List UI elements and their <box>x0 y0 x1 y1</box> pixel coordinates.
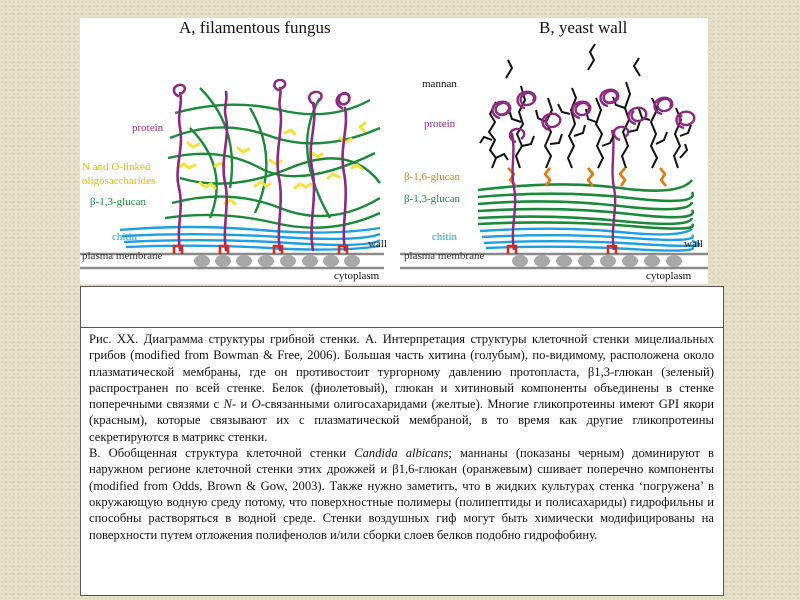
caption-a-prefix: Рис. XX. Диаграмма структуры грибной стенки. A. Интерпретация структуры клеточной стенки мицелиальных грибов (modified from Bowman & Free, 2006). Большая часть хитина (голубым), по-видимому, расположена около плазматической мембраны, где он противостоит тургорному давлению протопласта, β1,3-глюкан (зеленый) распространен по всей стенке. Белок (фиолетовый), глюкан и хитиновый компоненты объединены в стенке поперечными связями с <box>89 332 714 412</box>
figure-caption <box>89 331 714 543</box>
panel-a-label-cytoplasm: cytoplasm <box>334 270 380 282</box>
panel-b-label-cytoplasm: cytoplasm <box>646 270 692 282</box>
panel-b-title: B, yeast wall <box>539 18 628 37</box>
panel-a-label-protein: protein <box>132 122 164 134</box>
panel-b-protein-coils <box>493 90 695 142</box>
caption-species: Candida albicans <box>354 446 449 461</box>
caption-box <box>80 286 724 596</box>
panel-a-membrane-proteins <box>194 255 360 267</box>
panel-b-membrane-proteins <box>512 255 682 267</box>
caption-b-suffix: ; маннаны (показаны черным) доминируют в наружном регионе клеточной стенки этих дрожжей и β1,6-глюкан (оранжевым) сшивает поперечно компоненты (modified from Odds, Brown & Gow, 2003). Также нужно заметить, что в жидких культурах стенка ‘погружена’ в окружающую водную среду потому, что поверхностные полимеры (полипептиды и полисахариды) гидрофильны и способны растворяться в водной среде. Стенки воздушных гиф могут быть химически модифицированы на поверхности путем отложения полифенолов и/или сборки слоев белков подобно гидрофобину. <box>89 446 714 542</box>
panel-a-title: A, filamentous fungus <box>179 18 331 37</box>
panel-b-label-membrane: plasma membrane <box>404 250 485 262</box>
panel-b-label-chitin: chitin <box>432 231 458 243</box>
panel-b-label-glucan13: β-1,3-glucan <box>404 193 460 205</box>
panel-a-glucan <box>165 88 380 228</box>
panel-b-label-protein: protein <box>424 118 456 130</box>
panel-a-label-chitin: chitin <box>112 231 138 243</box>
caption-a-mid: - и <box>231 397 252 412</box>
panel-a-label-oligo-1: N and O-linked <box>82 161 151 173</box>
caption-a-suffix: -связанными олигосахаридами (желтые). Многие гликопротеины имеют GPI якори (красным), которые связывают их с плазматической мембраной, в то время как другие гликопротеины секретируются в матрикс стенки. <box>89 397 715 444</box>
caption-part-b <box>89 445 714 543</box>
panel-a-label-membrane: plasma membrane <box>82 250 163 262</box>
panel-a <box>80 18 387 282</box>
panel-b-label-wall: wall <box>684 238 703 250</box>
panel-b <box>400 18 708 282</box>
caption-part-a <box>89 331 714 445</box>
caption-b-prefix: B. Обобщенная структура клеточной стенки <box>89 446 355 461</box>
panel-a-label-wall: wall <box>368 238 387 250</box>
fungal-wall-figure <box>80 18 708 284</box>
panel-b-glucan13 <box>478 180 693 229</box>
caption-divider <box>81 327 723 328</box>
panel-b-protein-stems <box>512 130 615 250</box>
panel-b-glucan16 <box>508 168 666 186</box>
panel-b-label-glucan16: β-1,6-glucan <box>404 171 460 183</box>
panel-a-label-glucan: β-1,3-glucan <box>90 196 146 208</box>
caption-n-letter: N <box>223 397 232 412</box>
panel-b-mannan <box>480 44 691 168</box>
caption-o-letter: O <box>251 397 261 412</box>
panel-a-label-oligo-2: oligosaccharides <box>82 175 156 187</box>
figure-illustration <box>80 18 708 284</box>
panel-b-label-mannan: mannan <box>422 78 457 90</box>
panel-a-oligosaccharides <box>178 123 365 204</box>
